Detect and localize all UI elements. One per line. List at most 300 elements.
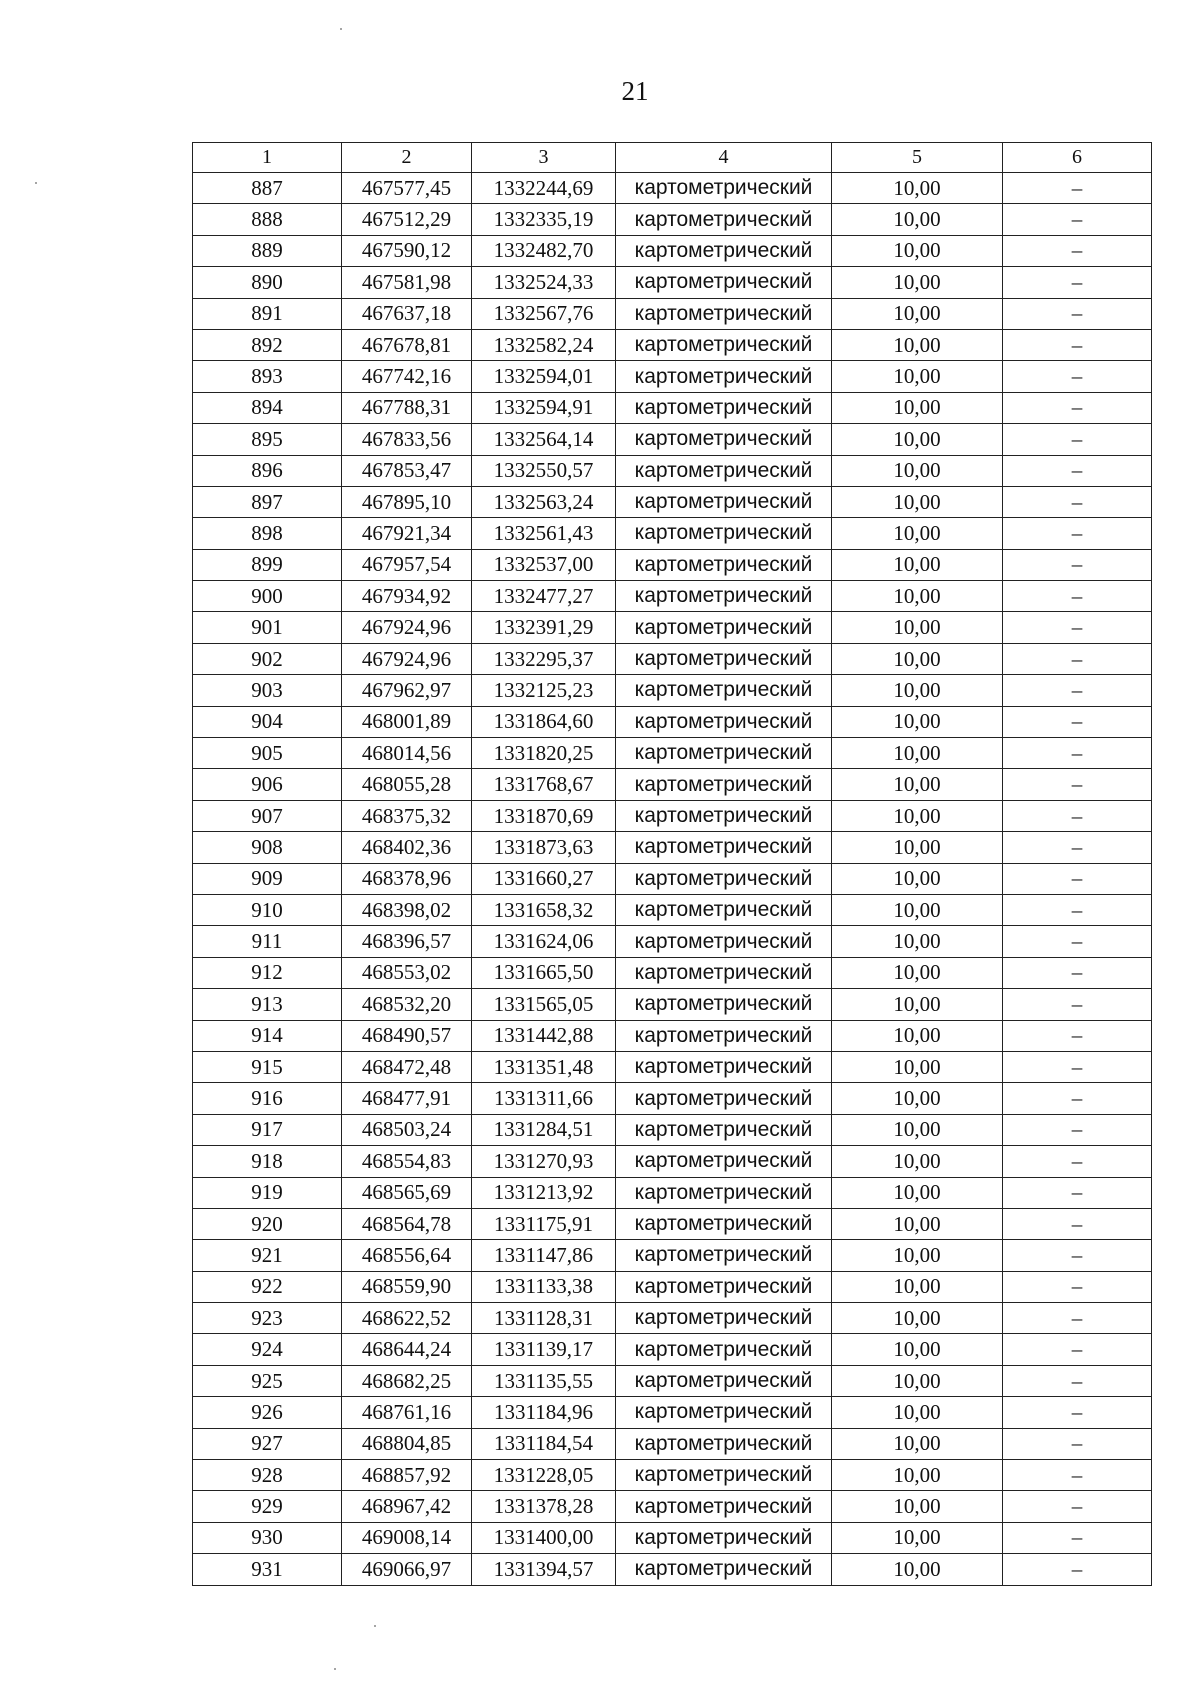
method-cell: картометрический	[616, 1334, 832, 1365]
y-coordinate-cell: 1331394,57	[472, 1554, 616, 1585]
note-cell: –	[1003, 1334, 1152, 1365]
table-header	[193, 143, 1152, 173]
precision-cell: 10,00	[832, 738, 1003, 769]
note-cell: –	[1003, 1460, 1152, 1491]
y-coordinate-cell: 1332295,37	[472, 643, 616, 674]
precision-cell: 10,00	[832, 581, 1003, 612]
precision-cell: 10,00	[832, 424, 1003, 455]
table-row	[193, 1334, 1152, 1365]
table-row	[193, 486, 1152, 517]
x-coordinate-cell: 467921,34	[342, 518, 472, 549]
y-coordinate-cell: 1331768,67	[472, 769, 616, 800]
precision-cell: 10,00	[832, 204, 1003, 235]
table-row	[193, 1146, 1152, 1177]
method-cell: картометрический	[616, 1020, 832, 1051]
note-cell: –	[1003, 1083, 1152, 1114]
precision-cell: 10,00	[832, 298, 1003, 329]
method-cell: картометрический	[616, 298, 832, 329]
precision-cell: 10,00	[832, 1554, 1003, 1585]
y-coordinate-cell: 1331873,63	[472, 832, 616, 863]
point-number-cell: 915	[193, 1051, 342, 1082]
table-body	[193, 173, 1152, 1586]
x-coordinate-cell: 468761,16	[342, 1397, 472, 1428]
precision-cell: 10,00	[832, 1208, 1003, 1239]
point-number-cell: 894	[193, 392, 342, 423]
x-coordinate-cell: 468503,24	[342, 1114, 472, 1145]
point-number-cell: 904	[193, 706, 342, 737]
method-cell: картометрический	[616, 863, 832, 894]
note-cell: –	[1003, 549, 1152, 580]
table-row	[193, 361, 1152, 392]
note-cell: –	[1003, 1271, 1152, 1302]
table-row	[193, 1428, 1152, 1459]
point-number-cell: 931	[193, 1554, 342, 1585]
precision-cell: 10,00	[832, 957, 1003, 988]
table-row	[193, 1271, 1152, 1302]
y-coordinate-cell: 1332594,91	[472, 392, 616, 423]
y-coordinate-cell: 1332477,27	[472, 581, 616, 612]
table-row	[193, 518, 1152, 549]
x-coordinate-cell: 468553,02	[342, 957, 472, 988]
x-coordinate-cell: 469008,14	[342, 1522, 472, 1553]
note-cell: –	[1003, 424, 1152, 455]
method-cell: картометрический	[616, 989, 832, 1020]
note-cell: –	[1003, 675, 1152, 706]
x-coordinate-cell: 469066,97	[342, 1554, 472, 1585]
precision-cell: 10,00	[832, 1083, 1003, 1114]
method-cell: картометрический	[616, 549, 832, 580]
note-cell: –	[1003, 455, 1152, 486]
method-cell: картометрический	[616, 361, 832, 392]
table-row	[193, 863, 1152, 894]
point-number-cell: 896	[193, 455, 342, 486]
x-coordinate-cell: 468055,28	[342, 769, 472, 800]
point-number-cell: 900	[193, 581, 342, 612]
y-coordinate-cell: 1332594,01	[472, 361, 616, 392]
x-coordinate-cell: 468804,85	[342, 1428, 472, 1459]
y-coordinate-cell: 1331139,17	[472, 1334, 616, 1365]
note-cell: –	[1003, 1491, 1152, 1522]
method-cell: картометрический	[616, 957, 832, 988]
column-header-1: 1	[193, 143, 342, 173]
point-number-cell: 899	[193, 549, 342, 580]
x-coordinate-cell: 468967,42	[342, 1491, 472, 1522]
method-cell: картометрический	[616, 267, 832, 298]
point-number-cell: 892	[193, 329, 342, 360]
precision-cell: 10,00	[832, 1397, 1003, 1428]
precision-cell: 10,00	[832, 1020, 1003, 1051]
x-coordinate-cell: 467788,31	[342, 392, 472, 423]
point-number-cell: 893	[193, 361, 342, 392]
note-cell: –	[1003, 894, 1152, 925]
precision-cell: 10,00	[832, 1271, 1003, 1302]
x-coordinate-cell: 468375,32	[342, 800, 472, 831]
table-row	[193, 1303, 1152, 1334]
precision-cell: 10,00	[832, 267, 1003, 298]
y-coordinate-cell: 1331665,50	[472, 957, 616, 988]
x-coordinate-cell: 468554,83	[342, 1146, 472, 1177]
x-coordinate-cell: 467895,10	[342, 486, 472, 517]
scan-speck	[334, 1668, 336, 1670]
x-coordinate-cell: 468644,24	[342, 1334, 472, 1365]
note-cell: –	[1003, 1365, 1152, 1396]
precision-cell: 10,00	[832, 643, 1003, 674]
precision-cell: 10,00	[832, 800, 1003, 831]
precision-cell: 10,00	[832, 1428, 1003, 1459]
column-header-3: 3	[472, 143, 616, 173]
precision-cell: 10,00	[832, 173, 1003, 204]
table-row	[193, 706, 1152, 737]
point-number-cell: 895	[193, 424, 342, 455]
x-coordinate-cell: 468472,48	[342, 1051, 472, 1082]
point-number-cell: 920	[193, 1208, 342, 1239]
table-row	[193, 643, 1152, 674]
precision-cell: 10,00	[832, 1334, 1003, 1365]
y-coordinate-cell: 1331400,00	[472, 1522, 616, 1553]
table-row	[193, 832, 1152, 863]
x-coordinate-cell: 468477,91	[342, 1083, 472, 1114]
method-cell: картометрический	[616, 1428, 832, 1459]
x-coordinate-cell: 468001,89	[342, 706, 472, 737]
note-cell: –	[1003, 863, 1152, 894]
x-coordinate-cell: 468682,25	[342, 1365, 472, 1396]
point-number-cell: 914	[193, 1020, 342, 1051]
x-coordinate-cell: 467742,16	[342, 361, 472, 392]
y-coordinate-cell: 1331820,25	[472, 738, 616, 769]
precision-cell: 10,00	[832, 1146, 1003, 1177]
y-coordinate-cell: 1331184,54	[472, 1428, 616, 1459]
table-row	[193, 738, 1152, 769]
point-number-cell: 925	[193, 1365, 342, 1396]
table-row	[193, 894, 1152, 925]
method-cell: картометрический	[616, 455, 832, 486]
method-cell: картометрический	[616, 1491, 832, 1522]
table-row	[193, 455, 1152, 486]
y-coordinate-cell: 1332582,24	[472, 329, 616, 360]
method-cell: картометрический	[616, 612, 832, 643]
point-number-cell: 921	[193, 1240, 342, 1271]
point-number-cell: 909	[193, 863, 342, 894]
method-cell: картометрический	[616, 832, 832, 863]
x-coordinate-cell: 468014,56	[342, 738, 472, 769]
method-cell: картометрический	[616, 329, 832, 360]
note-cell: –	[1003, 1428, 1152, 1459]
point-number-cell: 903	[193, 675, 342, 706]
point-number-cell: 902	[193, 643, 342, 674]
table-row	[193, 1177, 1152, 1208]
point-number-cell: 924	[193, 1334, 342, 1365]
precision-cell: 10,00	[832, 926, 1003, 957]
point-number-cell: 901	[193, 612, 342, 643]
table-row	[193, 612, 1152, 643]
x-coordinate-cell: 467512,29	[342, 204, 472, 235]
note-cell: –	[1003, 204, 1152, 235]
y-coordinate-cell: 1331228,05	[472, 1460, 616, 1491]
precision-cell: 10,00	[832, 1460, 1003, 1491]
precision-cell: 10,00	[832, 832, 1003, 863]
note-cell: –	[1003, 832, 1152, 863]
point-number-cell: 898	[193, 518, 342, 549]
method-cell: картометрический	[616, 1083, 832, 1114]
point-number-cell: 919	[193, 1177, 342, 1208]
method-cell: картометрический	[616, 1397, 832, 1428]
x-coordinate-cell: 467962,97	[342, 675, 472, 706]
point-number-cell: 891	[193, 298, 342, 329]
point-number-cell: 897	[193, 486, 342, 517]
x-coordinate-cell: 467934,92	[342, 581, 472, 612]
note-cell: –	[1003, 1522, 1152, 1553]
y-coordinate-cell: 1331864,60	[472, 706, 616, 737]
x-coordinate-cell: 468396,57	[342, 926, 472, 957]
point-number-cell: 929	[193, 1491, 342, 1522]
x-coordinate-cell: 467581,98	[342, 267, 472, 298]
precision-cell: 10,00	[832, 769, 1003, 800]
y-coordinate-cell: 1331213,92	[472, 1177, 616, 1208]
table-row	[193, 1240, 1152, 1271]
y-coordinate-cell: 1332125,23	[472, 675, 616, 706]
table-row	[193, 1554, 1152, 1585]
table-row	[193, 581, 1152, 612]
point-number-cell: 888	[193, 204, 342, 235]
x-coordinate-cell: 468565,69	[342, 1177, 472, 1208]
note-cell: –	[1003, 612, 1152, 643]
table-row	[193, 392, 1152, 423]
precision-cell: 10,00	[832, 1051, 1003, 1082]
table-row	[193, 173, 1152, 204]
table-row	[193, 1365, 1152, 1396]
y-coordinate-cell: 1331270,93	[472, 1146, 616, 1177]
precision-cell: 10,00	[832, 612, 1003, 643]
point-number-cell: 918	[193, 1146, 342, 1177]
table-row	[193, 1020, 1152, 1051]
y-coordinate-cell: 1332537,00	[472, 549, 616, 580]
point-number-cell: 928	[193, 1460, 342, 1491]
note-cell: –	[1003, 267, 1152, 298]
method-cell: картометрический	[616, 643, 832, 674]
column-header-6: 6	[1003, 143, 1152, 173]
y-coordinate-cell: 1331133,38	[472, 1271, 616, 1302]
note-cell: –	[1003, 1240, 1152, 1271]
note-cell: –	[1003, 173, 1152, 204]
method-cell: картометрический	[616, 1554, 832, 1585]
x-coordinate-cell: 468564,78	[342, 1208, 472, 1239]
note-cell: –	[1003, 298, 1152, 329]
y-coordinate-cell: 1332563,24	[472, 486, 616, 517]
precision-cell: 10,00	[832, 675, 1003, 706]
table-row	[193, 1114, 1152, 1145]
x-coordinate-cell: 468622,52	[342, 1303, 472, 1334]
table-row	[193, 329, 1152, 360]
table-row	[193, 1522, 1152, 1553]
note-cell: –	[1003, 581, 1152, 612]
precision-cell: 10,00	[832, 989, 1003, 1020]
note-cell: –	[1003, 1208, 1152, 1239]
x-coordinate-cell: 468398,02	[342, 894, 472, 925]
x-coordinate-cell: 468857,92	[342, 1460, 472, 1491]
page-number: 21	[621, 76, 649, 106]
scan-speck	[35, 182, 37, 184]
table-row	[193, 424, 1152, 455]
x-coordinate-cell: 468490,57	[342, 1020, 472, 1051]
note-cell: –	[1003, 1051, 1152, 1082]
note-cell: –	[1003, 518, 1152, 549]
method-cell: картометрический	[616, 1146, 832, 1177]
method-cell: картометрический	[616, 1365, 832, 1396]
precision-cell: 10,00	[832, 486, 1003, 517]
x-coordinate-cell: 467853,47	[342, 455, 472, 486]
x-coordinate-cell: 467924,96	[342, 643, 472, 674]
y-coordinate-cell: 1332567,76	[472, 298, 616, 329]
method-cell: картометрический	[616, 738, 832, 769]
note-cell: –	[1003, 926, 1152, 957]
y-coordinate-cell: 1332561,43	[472, 518, 616, 549]
precision-cell: 10,00	[832, 1522, 1003, 1553]
point-number-cell: 927	[193, 1428, 342, 1459]
x-coordinate-cell: 467637,18	[342, 298, 472, 329]
precision-cell: 10,00	[832, 1303, 1003, 1334]
y-coordinate-cell: 1331624,06	[472, 926, 616, 957]
table-row	[193, 800, 1152, 831]
x-coordinate-cell: 467833,56	[342, 424, 472, 455]
column-header-2: 2	[342, 143, 472, 173]
y-coordinate-cell: 1332244,69	[472, 173, 616, 204]
y-coordinate-cell: 1331311,66	[472, 1083, 616, 1114]
method-cell: картометрический	[616, 1177, 832, 1208]
method-cell: картометрический	[616, 1460, 832, 1491]
x-coordinate-cell: 468532,20	[342, 989, 472, 1020]
method-cell: картометрический	[616, 926, 832, 957]
point-number-cell: 887	[193, 173, 342, 204]
point-number-cell: 930	[193, 1522, 342, 1553]
precision-cell: 10,00	[832, 329, 1003, 360]
y-coordinate-cell: 1331147,86	[472, 1240, 616, 1271]
header-row	[193, 143, 1152, 173]
y-coordinate-cell: 1331128,31	[472, 1303, 616, 1334]
y-coordinate-cell: 1331175,91	[472, 1208, 616, 1239]
method-cell: картометрический	[616, 486, 832, 517]
precision-cell: 10,00	[832, 518, 1003, 549]
note-cell: –	[1003, 392, 1152, 423]
table-row	[193, 204, 1152, 235]
note-cell: –	[1003, 1397, 1152, 1428]
x-coordinate-cell: 467924,96	[342, 612, 472, 643]
method-cell: картометрический	[616, 1303, 832, 1334]
column-header-4: 4	[616, 143, 832, 173]
method-cell: картометрический	[616, 204, 832, 235]
point-number-cell: 890	[193, 267, 342, 298]
y-coordinate-cell: 1332482,70	[472, 235, 616, 266]
method-cell: картометрический	[616, 706, 832, 737]
table-row	[193, 1083, 1152, 1114]
table-row	[193, 675, 1152, 706]
y-coordinate-cell: 1331660,27	[472, 863, 616, 894]
x-coordinate-cell: 467957,54	[342, 549, 472, 580]
note-cell: –	[1003, 1554, 1152, 1585]
point-number-cell: 889	[193, 235, 342, 266]
y-coordinate-cell: 1331378,28	[472, 1491, 616, 1522]
y-coordinate-cell: 1331658,32	[472, 894, 616, 925]
method-cell: картометрический	[616, 1240, 832, 1271]
table-row	[193, 989, 1152, 1020]
scan-speck	[340, 28, 342, 30]
x-coordinate-cell: 467577,45	[342, 173, 472, 204]
method-cell: картометрический	[616, 1208, 832, 1239]
point-number-cell: 916	[193, 1083, 342, 1114]
point-number-cell: 905	[193, 738, 342, 769]
method-cell: картометрический	[616, 1271, 832, 1302]
table-row	[193, 267, 1152, 298]
note-cell: –	[1003, 1146, 1152, 1177]
table-row	[193, 1397, 1152, 1428]
table-row	[193, 1208, 1152, 1239]
point-number-cell: 913	[193, 989, 342, 1020]
precision-cell: 10,00	[832, 1365, 1003, 1396]
x-coordinate-cell: 468559,90	[342, 1271, 472, 1302]
note-cell: –	[1003, 329, 1152, 360]
precision-cell: 10,00	[832, 1240, 1003, 1271]
note-cell: –	[1003, 1020, 1152, 1051]
precision-cell: 10,00	[832, 549, 1003, 580]
y-coordinate-cell: 1331442,88	[472, 1020, 616, 1051]
method-cell: картометрический	[616, 518, 832, 549]
precision-cell: 10,00	[832, 894, 1003, 925]
precision-cell: 10,00	[832, 235, 1003, 266]
point-number-cell: 923	[193, 1303, 342, 1334]
x-coordinate-cell: 468556,64	[342, 1240, 472, 1271]
note-cell: –	[1003, 989, 1152, 1020]
table-row	[193, 298, 1152, 329]
table-row	[193, 1491, 1152, 1522]
y-coordinate-cell: 1331351,48	[472, 1051, 616, 1082]
method-cell: картометрический	[616, 800, 832, 831]
table-row	[193, 1051, 1152, 1082]
table-row	[193, 926, 1152, 957]
y-coordinate-cell: 1332391,29	[472, 612, 616, 643]
note-cell: –	[1003, 1303, 1152, 1334]
y-coordinate-cell: 1331184,96	[472, 1397, 616, 1428]
note-cell: –	[1003, 769, 1152, 800]
method-cell: картометрический	[616, 894, 832, 925]
table-row	[193, 769, 1152, 800]
precision-cell: 10,00	[832, 706, 1003, 737]
x-coordinate-cell: 467678,81	[342, 329, 472, 360]
method-cell: картометрический	[616, 235, 832, 266]
precision-cell: 10,00	[832, 392, 1003, 423]
point-number-cell: 926	[193, 1397, 342, 1428]
note-cell: –	[1003, 957, 1152, 988]
table-row	[193, 549, 1152, 580]
note-cell: –	[1003, 1114, 1152, 1145]
point-number-cell: 907	[193, 800, 342, 831]
point-number-cell: 911	[193, 926, 342, 957]
x-coordinate-cell: 467590,12	[342, 235, 472, 266]
note-cell: –	[1003, 738, 1152, 769]
y-coordinate-cell: 1331565,05	[472, 989, 616, 1020]
note-cell: –	[1003, 486, 1152, 517]
method-cell: картометрический	[616, 581, 832, 612]
scan-speck	[374, 1625, 376, 1627]
note-cell: –	[1003, 800, 1152, 831]
method-cell: картометрический	[616, 392, 832, 423]
method-cell: картометрический	[616, 173, 832, 204]
y-coordinate-cell: 1332335,19	[472, 204, 616, 235]
table-row	[193, 957, 1152, 988]
point-number-cell: 917	[193, 1114, 342, 1145]
method-cell: картометрический	[616, 1522, 832, 1553]
column-header-5: 5	[832, 143, 1003, 173]
coordinates-table	[192, 142, 1152, 1586]
precision-cell: 10,00	[832, 455, 1003, 486]
